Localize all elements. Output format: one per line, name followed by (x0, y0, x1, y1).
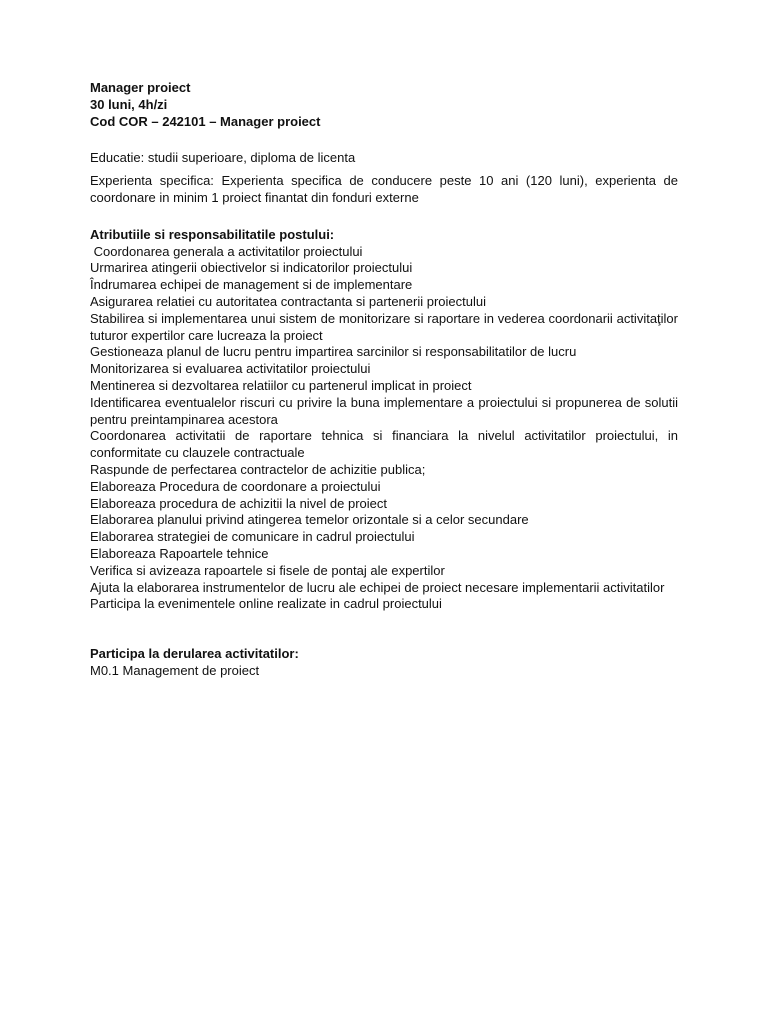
list-item: Coordonarea activitatii de raportare tehnica si financiara la nivelul activitatilor proiectului, in conformitate cu clauzele contractuale (90, 428, 678, 461)
list-item: Elaborarea strategiei de comunicare in cadrul proiectului (90, 529, 415, 545)
job-duration: 30 luni, 4h/zi (90, 96, 168, 112)
list-item: Participa la evenimentele online realizate in cadrul proiectului (90, 596, 442, 612)
list-item: Raspunde de perfectarea contractelor de achizitie publica; (90, 461, 426, 477)
activities-heading: Participa la derularea activitatilor: (90, 646, 299, 662)
list-item: Urmarirea atingerii obiectivelor si indicatorilor proiectului (90, 260, 413, 276)
responsibilities-list (90, 244, 678, 614)
activity-item: M0.1 Management de proiect (90, 662, 260, 678)
list-item: Coordonarea generala a activitatilor proiectului (90, 243, 363, 259)
document-header (90, 80, 678, 130)
education-text: Educatie: studii superioare, diploma de licenta (90, 150, 356, 166)
list-item: Asigurarea relatiei cu autoritatea contractanta si partenerii proiectului (90, 293, 486, 309)
list-item: Mentinerea si dezvoltarea relatiilor cu partenerul implicat in proiect (90, 377, 472, 393)
job-title: Manager proiect (90, 80, 191, 95)
experience-text: Experienta specifica: Experienta specifica de conducere peste 10 ani (120 luni), experienta de coordonare in minim 1 proiect finantat din fonduri externe (90, 173, 678, 205)
list-item: Elaboreaza Procedura de coordonare a proiectului (90, 478, 381, 494)
list-item: Elaboreaza Rapoartele tehnice (90, 545, 269, 561)
list-item: Ajuta la elaborarea instrumentelor de lucru ale echipei de proiect necesare implementarii activitatilor (90, 579, 665, 595)
cod-cor: Cod COR – 242101 – Manager proiect (90, 113, 321, 129)
list-item: Gestioneaza planul de lucru pentru impartirea sarcinilor si responsabilitatilor de lucru (90, 344, 577, 360)
list-item: Elaborarea planului privind atingerea temelor orizontale si a celor secundare (90, 512, 529, 528)
list-item: Monitorizarea si evaluarea activitatilor proiectului (90, 361, 371, 377)
list-item: Elaboreaza procedura de achizitii la nivel de proiect (90, 495, 388, 511)
list-item: Stabilirea si implementarea unui sistem de monitorizare si raportare in vederea coordonarii activitaţilor tuturor expertilor care lucreaza la proiect (90, 310, 678, 343)
document-page (90, 80, 678, 680)
responsibilities-heading: Atributiile si responsabilitatile postului: (90, 226, 335, 242)
list-item: Îndrumarea echipei de management si de implementare (90, 277, 413, 293)
list-item: Verifica si avizeaza rapoartele si fisele de pontaj ale expertilor (90, 562, 445, 578)
list-item: Identificarea eventualelor riscuri cu privire la buna implementare a proiectului si propunerea de solutii pentru preintampinarea acestora (90, 394, 678, 427)
